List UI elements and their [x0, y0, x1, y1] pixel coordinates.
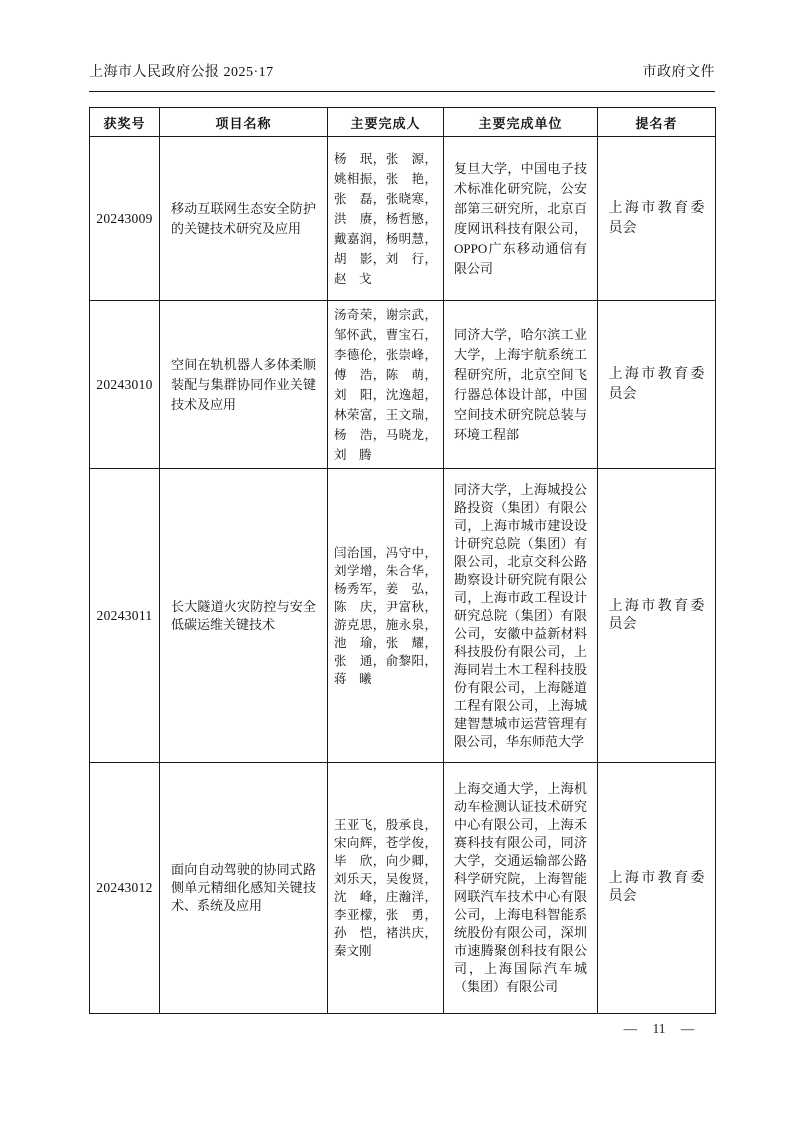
cell-award-no: 20243010 — [90, 301, 160, 469]
cell-project: 面向自动驾驶的协同式路侧单元精细化感知关键技术、系统及应用 — [160, 763, 328, 1014]
col-header-nominator: 提名者 — [598, 108, 716, 137]
cell-organizations: 同济大学，上海城投公路投资（集团）有限公司，上海市城市建设设计研究总院（集团）有限公司，北京交科公路勘察设计研究院有限公司，上海市政工程设计研究总院（集团）有限公司，安徽中益新材料科技股份有限公司，上海同岩土木工程科技股份有限公司，上海隧道工程有限公司，上海城建智慧城市运营管理有限公司，华东师范大学 — [444, 469, 598, 763]
cell-contributors: 王亚飞，殷承良，宋向辉，苍学俊，毕 欣，向少卿，刘乐天，吴俊贤，沈 峰，庄瀚洋，李亚檬，张 勇，孙 恺，褚洪庆，秦文刚 — [328, 763, 444, 1014]
cell-organizations: 同济大学，哈尔滨工业大学，上海宇航系统工程研究所，北京空间飞行器总体设计部，中国空间技术研究院总装与环境工程部 — [444, 301, 598, 469]
cell-award-no: 20243009 — [90, 137, 160, 301]
cell-award-no: 20243012 — [90, 763, 160, 1014]
awards-table — [89, 107, 716, 1014]
cell-contributors: 杨 珉，张 源，姚相振，张 艳，张 磊，张晓寒，洪 赓，杨哲慜，戴嘉润，杨明慧，胡 影，刘 行，赵 戈 — [328, 137, 444, 301]
cell-nominator: 上海市教育委员会 — [598, 469, 716, 763]
cell-nominator: 上海市教育委员会 — [598, 301, 716, 469]
table-row — [90, 763, 716, 1014]
table-row — [90, 301, 716, 469]
running-head — [89, 61, 715, 81]
gazette-title: 上海市人民政府公报 2025·17 — [89, 65, 274, 80]
col-header-contributors: 主要完成人 — [328, 108, 444, 137]
table-row — [90, 137, 716, 301]
table-row — [90, 469, 716, 763]
cell-project: 空间在轨机器人多体柔顺装配与集群协同作业关键技术及应用 — [160, 301, 328, 469]
cell-organizations: 复旦大学，中国电子技术标准化研究院，公安部第三研究所，北京百度网讯科技有限公司，OPPO广东移动通信有限公司 — [444, 137, 598, 301]
cell-project: 长大隧道火灾防控与安全低碳运维关键技术 — [160, 469, 328, 763]
cell-project: 移动互联网生态安全防护的关键技术研究及应用 — [160, 137, 328, 301]
header-rule — [89, 91, 715, 92]
cell-organizations: 上海交通大学，上海机动车检测认证技术研究中心有限公司，上海禾赛科技有限公司，同济大学，交通运输部公路科学研究院，上海智能网联汽车技术中心有限公司，上海电科智能系统股份有限公司，深圳市速腾聚创科技有限公司，上海国际汽车城（集团）有限公司 — [444, 763, 598, 1014]
table-header-row — [90, 108, 716, 137]
col-header-project: 项目名称 — [160, 108, 328, 137]
cell-nominator: 上海市教育委员会 — [598, 137, 716, 301]
col-header-organizations: 主要完成单位 — [444, 108, 598, 137]
page-number: — 11 — — [623, 1021, 695, 1036]
cell-contributors: 汤奇荣，谢宗武，邹怀武，曹宝石，李德伦，张崇峰，傅 浩，陈 萌，刘 阳，沈逸超，林荣富，王文瑞，杨 浩，马晓龙，刘 腾 — [328, 301, 444, 469]
cell-nominator: 上海市教育委员会 — [598, 763, 716, 1014]
doc-category: 市政府文件 — [642, 65, 715, 80]
col-header-award-no: 获奖号 — [90, 108, 160, 137]
cell-award-no: 20243011 — [90, 469, 160, 763]
cell-contributors: 闫治国，冯守中，刘学增，朱合华，杨秀军，姜 弘，陈 庆，尹富秋，游克思，施永泉，池 瑜，张 耀，张 通，俞黎阳，蒋 曦 — [328, 469, 444, 763]
